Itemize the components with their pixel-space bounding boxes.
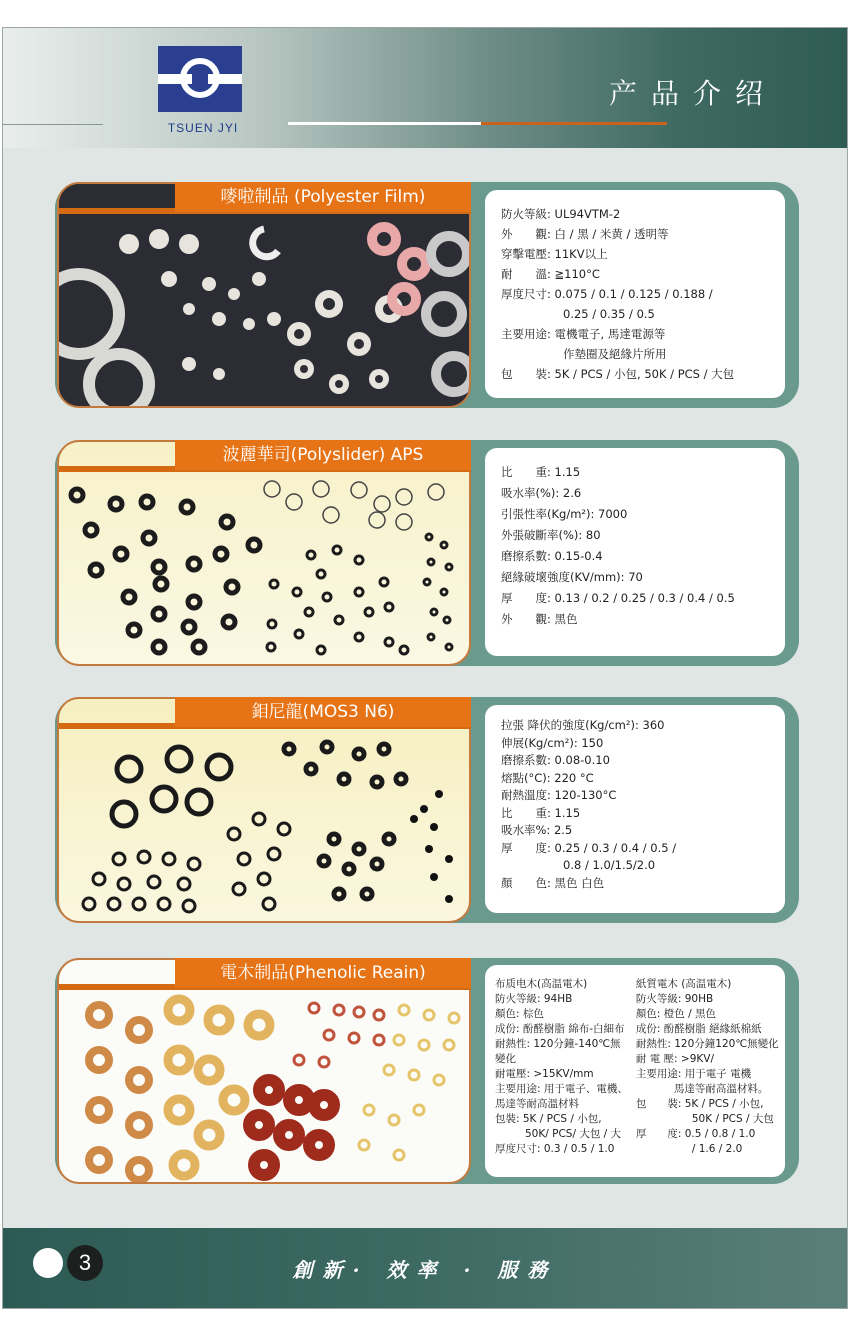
spec-line: 比 重: 1.15 [501,805,581,820]
spec-line: 磨擦系數: 0.15-0.4 [501,549,603,563]
spec-box [485,965,785,1177]
logo-text: TSUEN JYI [167,121,239,135]
spec-line: 拉張 降伏的強度(Kg/cm²): 360 [501,718,665,732]
spec-line: 顏色: 棕色 [495,1008,544,1020]
page-title: 产品介绍 [608,77,777,110]
footer-slogan: 創新· 效率 · 服務 [292,1258,558,1282]
spec-line: 耐熱性: 120分鐘-140℃無 [495,1038,621,1050]
spec-line: 外張破斷率(%): 80 [501,528,601,542]
product-photo-polyslider [57,440,471,666]
header-rule-left [3,124,103,125]
product-photo-phenolic [57,958,471,1184]
spec-line: 絕緣破壞強度(KV/mm): 70 [501,570,643,584]
logo-center-icon [192,70,208,88]
page-frame [2,27,848,1309]
company-logo [158,46,242,112]
spec-column-cloth [495,977,628,1165]
spec-line: 0.8 / 1.0/1.5/2.0 [563,858,656,872]
spec-line: 穿擊電壓: 11KV以上 [501,247,608,261]
spec-line: 包 裝: 5K / PCS / 小包, 50K / PCS / 大包 [501,367,735,381]
section-phenolic [55,958,799,1184]
spec-line: 耐 電 壓: >9KV/ [635,1053,715,1065]
spec-line: 防火等級: 94HB [495,993,573,1005]
product-photo-mos3 [57,697,471,923]
section-title-tab: 嘜啦制品 (Polyester Film) [175,182,471,212]
section-polyslider [55,440,799,666]
spec-line: 耐 溫: ≧110°C [501,267,600,281]
spec-line: 磨擦系數: 0.08-0.10 [501,753,610,767]
spec-line: 作墊圈及絕緣片所用 [563,347,667,361]
spec-line: 外 觀: 白 / 黑 / 米黄 / 透明等 [501,227,669,241]
page-number: 3 [67,1245,103,1281]
spec-line: 熔點(°C): 220 °C [501,770,594,785]
spec-line: 厚度尺寸: 0.075 / 0.1 / 0.125 / 0.188 / [501,287,713,301]
spec-line: 主要用途: 用于電子、電機、 [495,1083,628,1095]
spec-line: 厚 度: 0.13 / 0.2 / 0.25 / 0.3 / 0.4 / 0.5 [501,591,735,605]
spec-line: 引張性率(Kg/m²): 7000 [501,507,628,521]
header-rule-orange [481,122,667,125]
header-rule-white [288,122,483,125]
spec-box [485,705,785,913]
spec-line: 包 裝: 5K / PCS / 小包, [635,1098,764,1110]
spec-line: 50K/ PCS/ 大包 / 大 [525,1128,622,1140]
spec-line: 耐熱性: 120分鐘120℃無變化 [635,1038,779,1050]
spec-column-paper [636,977,778,1165]
spec-line: 耐熱溫度: 120-130°C [501,788,617,802]
polyslider-washers-image [59,442,471,666]
spec-line: 主要用途: 用于電子 電機 [635,1068,752,1080]
spec-line: 成份: 酚醛樹脂 絕緣紙棉紙 [635,1023,762,1035]
spec-line: 主要用途: 電機電子, 馬達電源等 [501,327,666,341]
header [3,28,847,148]
spec-line: 包裝: 5K / PCS / 小包, [495,1113,602,1125]
spec-line: 吸水率(%): 2.6 [501,486,582,500]
spec-line: 耐電壓: >15KV/mm [495,1068,594,1080]
polyester-washers-image [59,184,471,408]
product-photo-polyester [57,182,471,408]
spec-line: 厚 度: 0.5 / 0.8 / 1.0 [635,1128,756,1140]
section-title-tab: 電木制品(Phenolic Reain) [175,958,471,988]
spec-line: 顏色: 橙色 / 黑色 [635,1008,716,1020]
spec-line: 伸展(Kg/cm²): 150 [501,735,604,750]
section-title-tab: 波麗華司(Polyslider) APS [175,440,471,470]
footer [3,1228,847,1308]
spec-line: 厚 度: 0.25 / 0.3 / 0.4 / 0.5 / [501,840,677,855]
spec-line: 防火等級: UL94VTM-2 [501,207,621,221]
spec-line: 外 觀: 黑色 [501,612,578,626]
section-mos3-n6 [55,697,799,923]
spec-line: 紙質電木 (高温電木) [635,978,732,990]
phenolic-washers-image [59,960,471,1184]
spec-line: 吸水率%: 2.5 [501,823,573,837]
spec-line: 50K / PCS / 大包 [691,1113,774,1125]
spec-box [485,448,785,656]
spec-box [485,190,785,398]
spec-line: 成份: 酚醛樹脂 綿布-白細布 [495,1023,625,1035]
spec-line: 變化 [495,1053,516,1065]
spec-line: 馬達等耐高溫材料。 [673,1083,769,1095]
spec-line: / 1.6 / 2.0 [691,1143,743,1155]
spec-line: 顏 色: 黑色 白色 [501,875,605,890]
spec-line: 馬達等耐高溫材料 [495,1098,579,1110]
spec-line: 布质电木(高温電木) [495,978,588,990]
spec-line: 比 重: 1.15 [501,465,581,479]
section-title-tab: 鉬尼龍(MOS3 N6) [175,697,471,727]
spec-line: 厚度尺寸: 0.3 / 0.5 / 1.0 [495,1143,615,1155]
spec-line: 防火等級: 90HB [635,993,714,1005]
section-polyester-film [55,182,799,408]
mos3-washers-image [59,699,471,923]
spec-line: 0.25 / 0.35 / 0.5 [563,307,655,321]
